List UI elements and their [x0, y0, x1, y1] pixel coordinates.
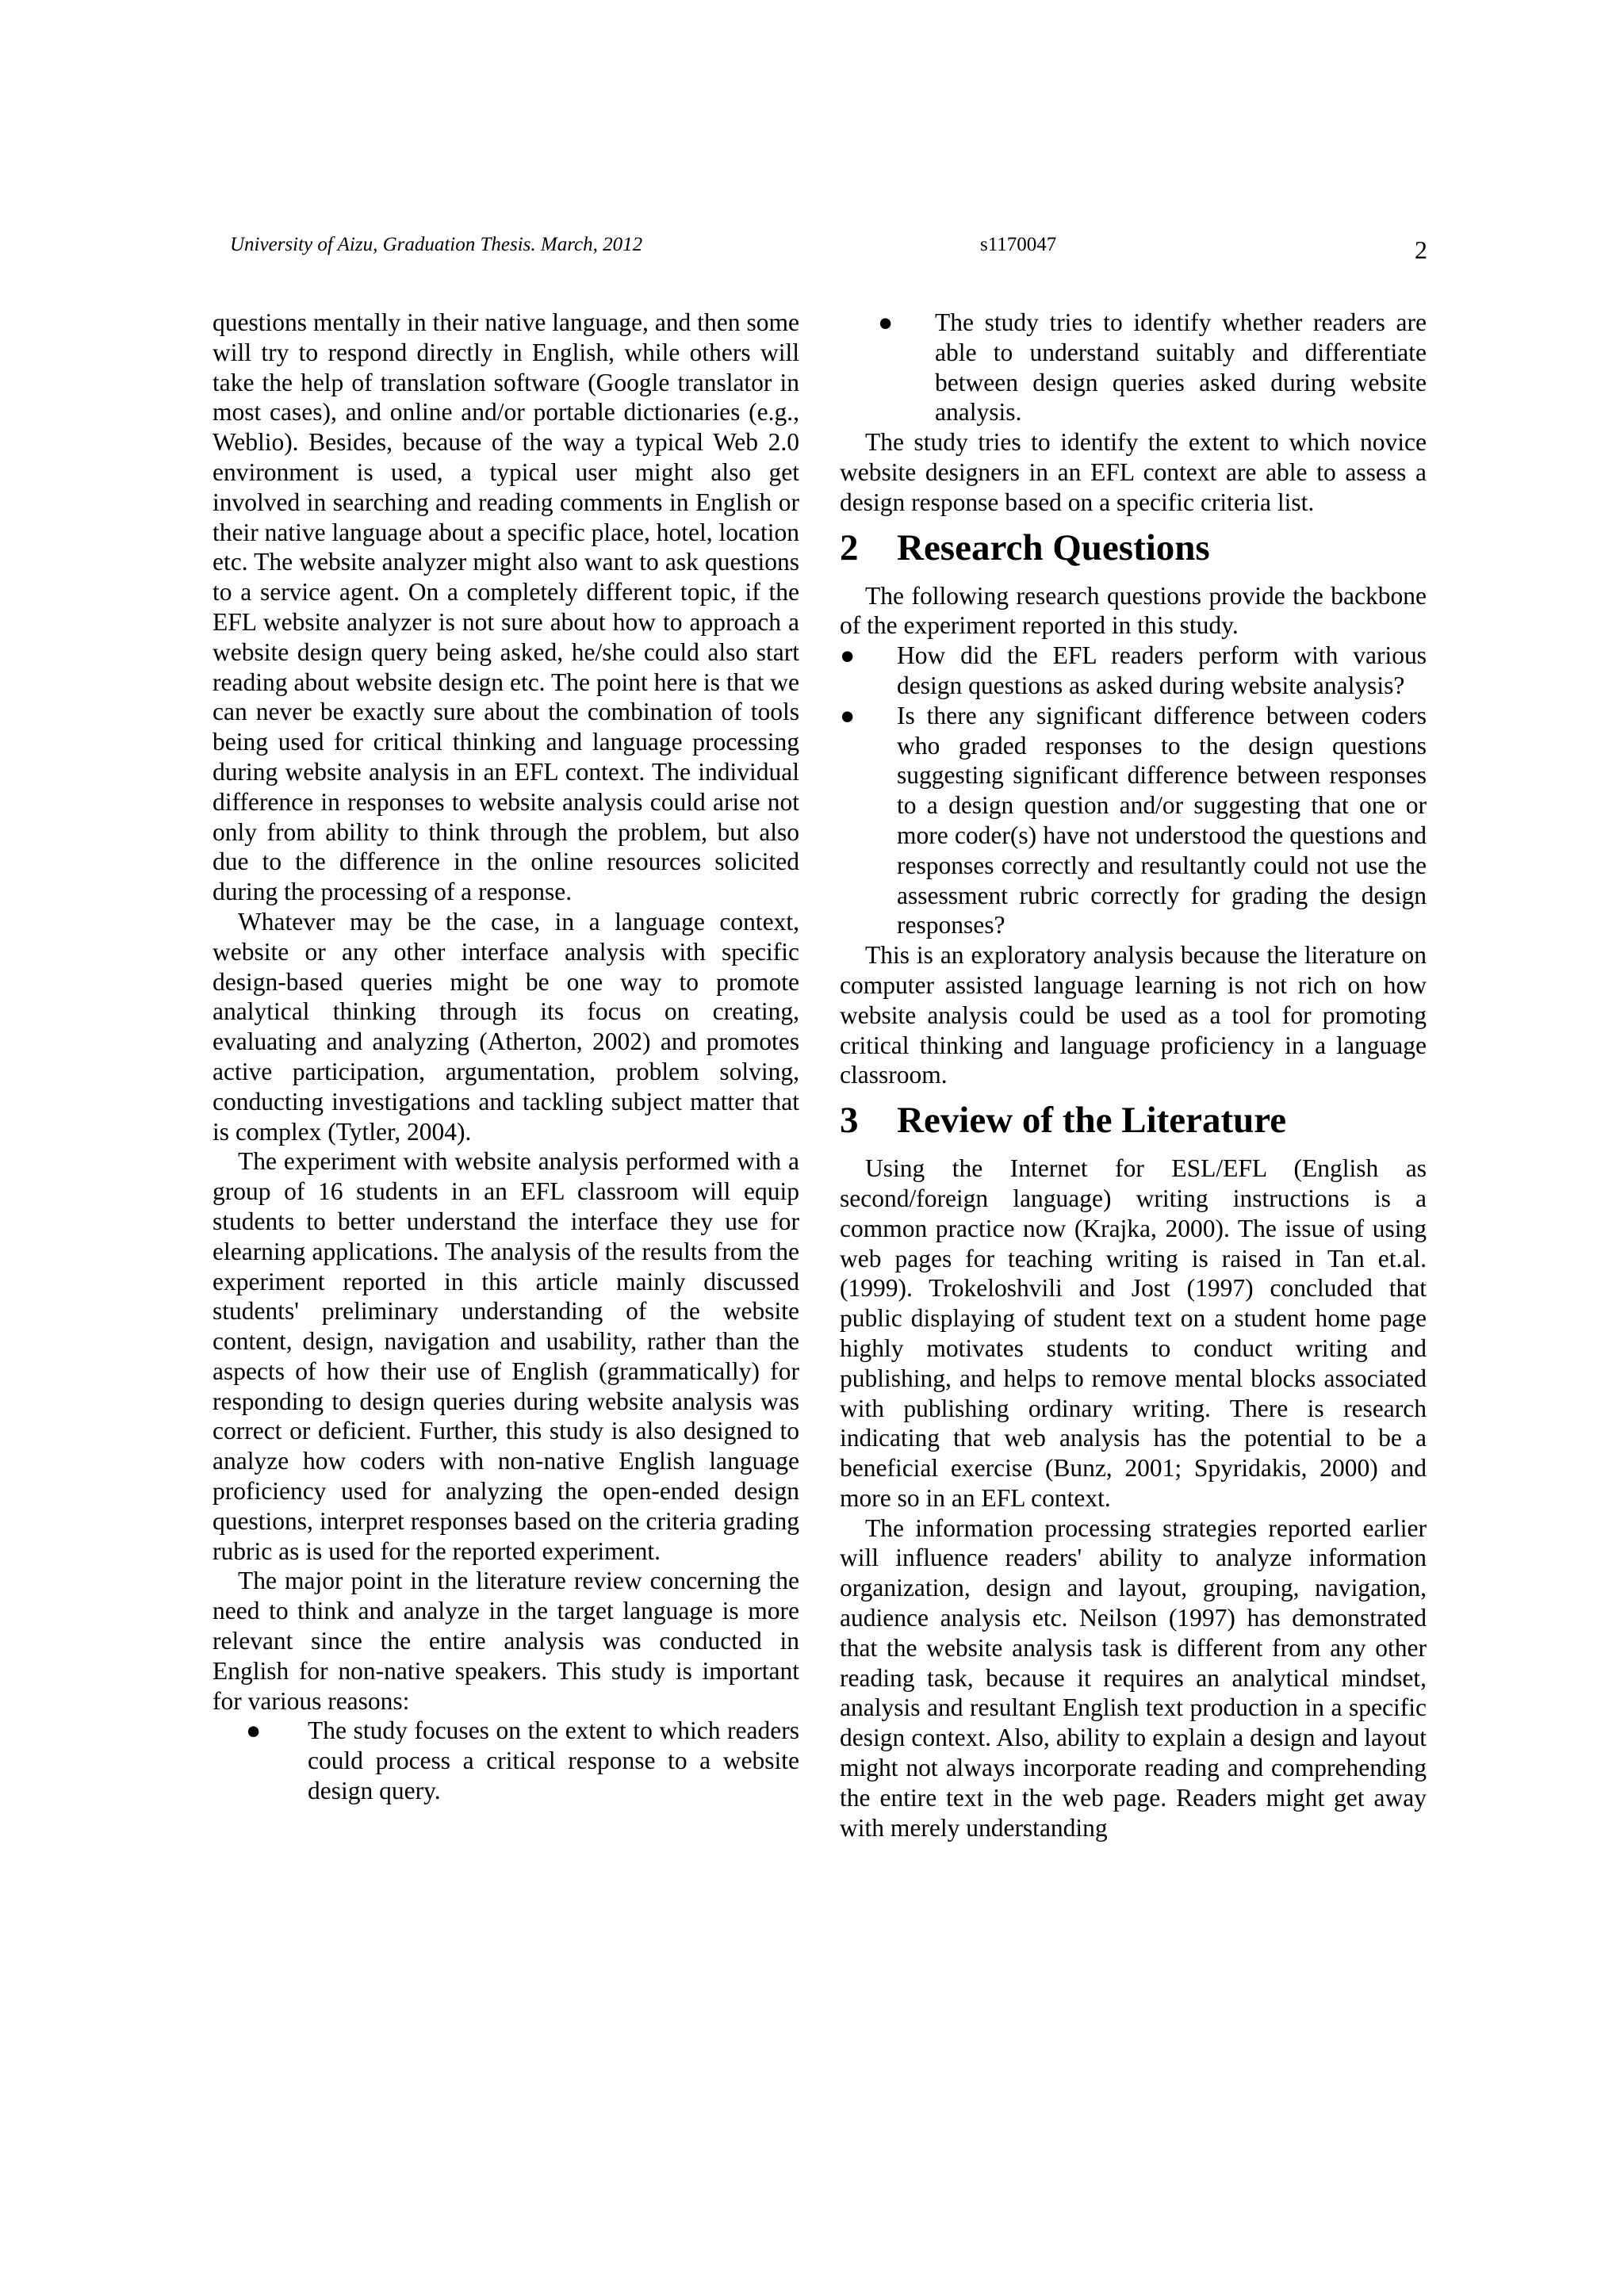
page-number: 2 — [1415, 235, 1427, 264]
list-item-text: The study focuses on the extent to which readers could process a critical response to a website design query. — [308, 1716, 799, 1805]
paragraph: The information processing strategies reported earlier will influence readers' ability to analyze information organization, design and layout, grouping, navigation, audience analysis etc. Neilson (1997) has demonstrated that the website analysis task is different from any other reading task, because it requires an analytical mindset, analysis and resultant English text production in a specific design context. Also, ability to explain a design and layout might not always incorporate reading and comprehending the entire text in the web page. Readers might get away with merely understanding — [840, 1513, 1427, 1842]
reasons-list-continued — [840, 308, 1427, 427]
list-item — [840, 308, 1427, 427]
paragraph: The major point in the literature review concerning the need to think and analyze in the target language is more relevant since the entire analysis was conducted in English for non-native speakers. This study is important for various reasons: — [213, 1567, 799, 1715]
research-questions-list — [840, 641, 1427, 940]
section-heading-literature-review — [840, 1098, 1427, 1142]
paragraph: This is an exploratory analysis because the literature on computer assisted language learning is not rich on how website analysis could be used as a tool for promoting critical thinking and language proficiency in a language classroom. — [840, 941, 1427, 1089]
section-number: 3 — [840, 1100, 859, 1142]
bullet-icon: ● — [840, 641, 856, 670]
list-item — [840, 701, 1427, 940]
list-item-text: Is there any significant difference between coders who graded responses to the design questions suggesting significant difference between responses to a design question and/or suggesting that one or more coder(s) have not understood the questions and responses correctly and resultantly could not use the assessment rubric correctly for grading the design responses? — [897, 701, 1427, 939]
paragraph: The study tries to identify the extent to which novice website designers in an EFL context are able to assess a design response based on a specific criteria list. — [840, 428, 1427, 516]
paragraph: Whatever may be the case, in a language context, website or any other interface analysis with specific design-based queries might be one way to promote analytical thinking through its focus on creating, evaluating and analyzing (Atherton, 2002) and promotes active participation, argumentation, problem solving, conducting investigations and tackling subject matter that is complex (Tytler, 2004). — [213, 907, 799, 1146]
left-column — [213, 308, 799, 1806]
paragraph: questions mentally in their native language, and then some will try to respond directly in English, while others will take the help of translation software (Google translator in most cases), and online and/or portable dictionaries (e.g., Weblio). Besides, because of the way a typical Web 2.0 environment is used, a typical user might also get involved in searching and reading comments in English or their native language about a specific place, hotel, location etc. The website analyzer might also want to ask questions to a service agent. On a completely different topic, if the EFL website analyzer is not sure about how to approach a website design query being asked, he/she could also start reading about website design etc. The point here is that we can never be exactly sure about the combination of tools being used for critical thinking and language processing during website analysis in an EFL context. The individual difference in responses to website analysis could arise not only from ability to think through the problem, but also due to the difference in the online resources solicited during the processing of a response. — [213, 308, 799, 906]
section-title: Review of the Literature — [897, 1100, 1287, 1142]
header-student-id: s1170047 — [980, 234, 1057, 255]
right-column — [840, 308, 1427, 1843]
paragraph: The following research questions provide the backbone of the experiment reported in this study. — [840, 581, 1427, 640]
list-item — [213, 1716, 799, 1805]
paragraph: The experiment with website analysis performed with a group of 16 students in an EFL classroom will equip students to better understand the interface they use for elearning applications. The analysis of the results from the experiment reported in this article mainly discussed students' preliminary understanding of the website content, design, navigation and usability, rather than the aspects of how their use of English (grammatically) for responding to design queries during website analysis was correct or deficient. Further, this study is also designed to analyze how coders with non-native English language proficiency used for analyzing the open-ended design questions, interpret responses based on the criteria grading rubric as is used for the reported experiment. — [213, 1147, 799, 1565]
reasons-list — [213, 1716, 799, 1805]
bullet-icon: ● — [840, 701, 856, 729]
bullet-icon: ● — [878, 308, 894, 336]
running-header — [230, 234, 1427, 266]
list-item — [840, 641, 1427, 701]
section-number: 2 — [840, 526, 859, 568]
header-affiliation: University of Aizu, Graduation Thesis. March, 2012 — [230, 234, 643, 255]
section-heading-research-questions — [840, 526, 1427, 570]
section-title: Research Questions — [897, 526, 1210, 568]
list-item-text: The study tries to identify whether readers are able to understand suitably and differentiate between design queries asked during website analysis. — [935, 308, 1427, 427]
bullet-icon: ● — [246, 1716, 262, 1745]
paragraph: Using the Internet for ESL/EFL (English as second/foreign language) writing instructions is a common practice now (Krajka, 2000). The issue of using web pages for teaching writing is raised in Tan et.al. (1999). Trokeloshvili and Jost (1997) concluded that public displaying of student text on a student home page highly motivates students to conduct writing and publishing, and helps to remove mental blocks associated with publishing ordinary writing. There is research indicating that web analysis has the potential to be a beneficial exercise (Bunz, 2001; Spyridakis, 2000) and more so in an EFL context. — [840, 1154, 1427, 1512]
list-item-text: How did the EFL readers perform with various design questions as asked during website analysis? — [897, 641, 1427, 699]
